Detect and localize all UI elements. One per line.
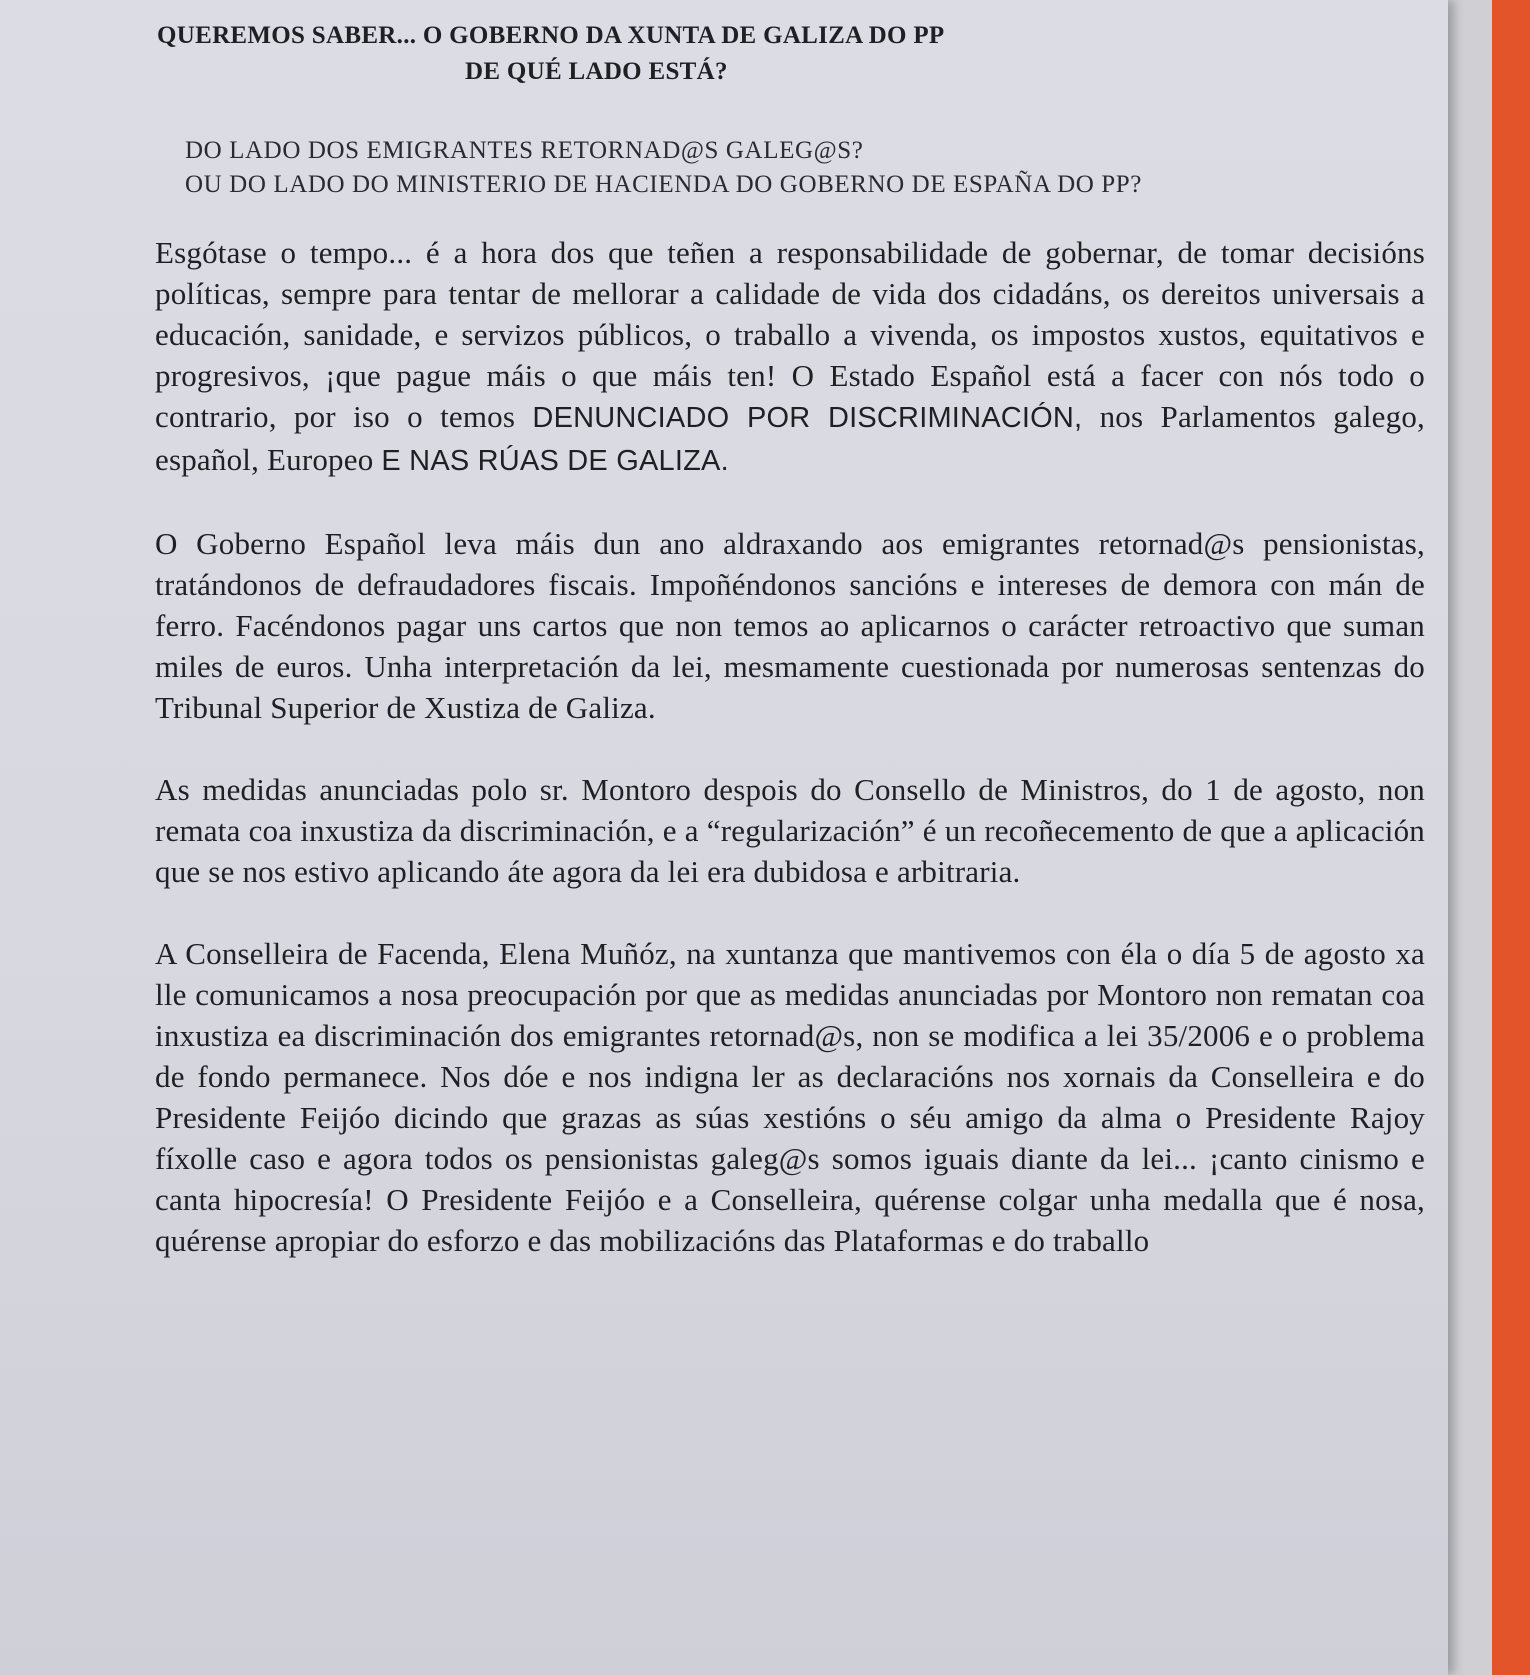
questions-block — [185, 134, 1425, 202]
paragraph-1 — [155, 232, 1425, 482]
paragraph-3: As medidas anunciadas polo sr. Montoro despois do Consello de Ministros, do 1 de agosto, non remata coa inxustiza da discriminación, e a “regularización” é un recoñecemento de que a aplicación que se nos estivo aplicando áte agora da lei era dubidosa e arbitraria. — [155, 772, 1425, 889]
paragraph-1-text-d: E NAS RÚAS DE GALIZA. — [381, 445, 729, 477]
document-content — [155, 18, 1425, 1261]
paragraph-4: A Conselleira de Facenda, Elena Muñóz, na xuntanza que mantivemos con éla o día 5 de agosto xa lle comunicamos a nosa preocupación por que as medidas anunciadas por Montoro non rematan coa inxustiza ea discriminación dos emigrantes retornad@s, non se modifica a lei 35/2006 e o problema de fondo permanece. Nos dóe e nos indigna ler as declaracións nos xornais da Conselleira e do Presidente Feijóo dicindo que grazas as súas xestións o séu amigo da alma o Presidente Rajoy fíxolle caso e agora todos os pensionistas galeg@s somos iguais diante da lei... ¡canto cinismo e canta hipocresía! O Presidente Feijóo e a Conselleira, quérense colgar unha medalla que é nosa, quérense apropiar do esforzo e das mobilizacións das Plataformas e do traballo — [155, 936, 1425, 1258]
paragraph-2: O Goberno Español leva máis dun ano aldraxando aos emigrantes retornad@s pensionistas, tratándonos de defraudadores fiscais. Impoñéndonos sancións e intereses de demora con mán de ferro. Facéndonos pagar uns cartos que non temos ao aplicarnos o carácter retroactivo que suman miles de euros. Unha interpretación da lei, mesmamente cuestionada por numerosas sentenzas do Tribunal Superior de Xustiza de Galiza. — [155, 526, 1425, 725]
paragraph-1-text-c: nos Parlamentos galego, español, Europeo — [155, 399, 1425, 477]
question-2: OU DO LADO DO MINISTERIO DE HACIENDA DO GOBERNO DE ESPAÑA DO PP? — [185, 171, 1142, 198]
document-title — [155, 18, 1425, 90]
question-1: DO LADO DOS EMIGRANTES RETORNAD@S GALEG@S? — [185, 137, 864, 164]
paragraph-1-text-a: Esgótase o tempo... é a hora dos que teñen a responsabilidade de gobernar, de tomar decisións políticas, sempre para tentar de mellorar a calidade de vida dos cidadáns, os dereitos universais a educación, sanidade, e servizos públicos, o traballo a vivenda, os impostos xustos, equitativos e progresivos, ¡que pague máis o que máis ten! O Estado Español está a facer con nós todo o contrario, por iso o temos — [155, 235, 1425, 434]
title-line-1: QUEREMOS SABER... O GOBERNO DA XUNTA DE GALIZA DO PP — [157, 22, 945, 49]
paragraph-1-text-b: DENUNCIADO POR DISCRIMINACIÓN, — [532, 402, 1083, 434]
title-line-2: DE QUÉ LADO ESTÁ? — [465, 58, 728, 85]
